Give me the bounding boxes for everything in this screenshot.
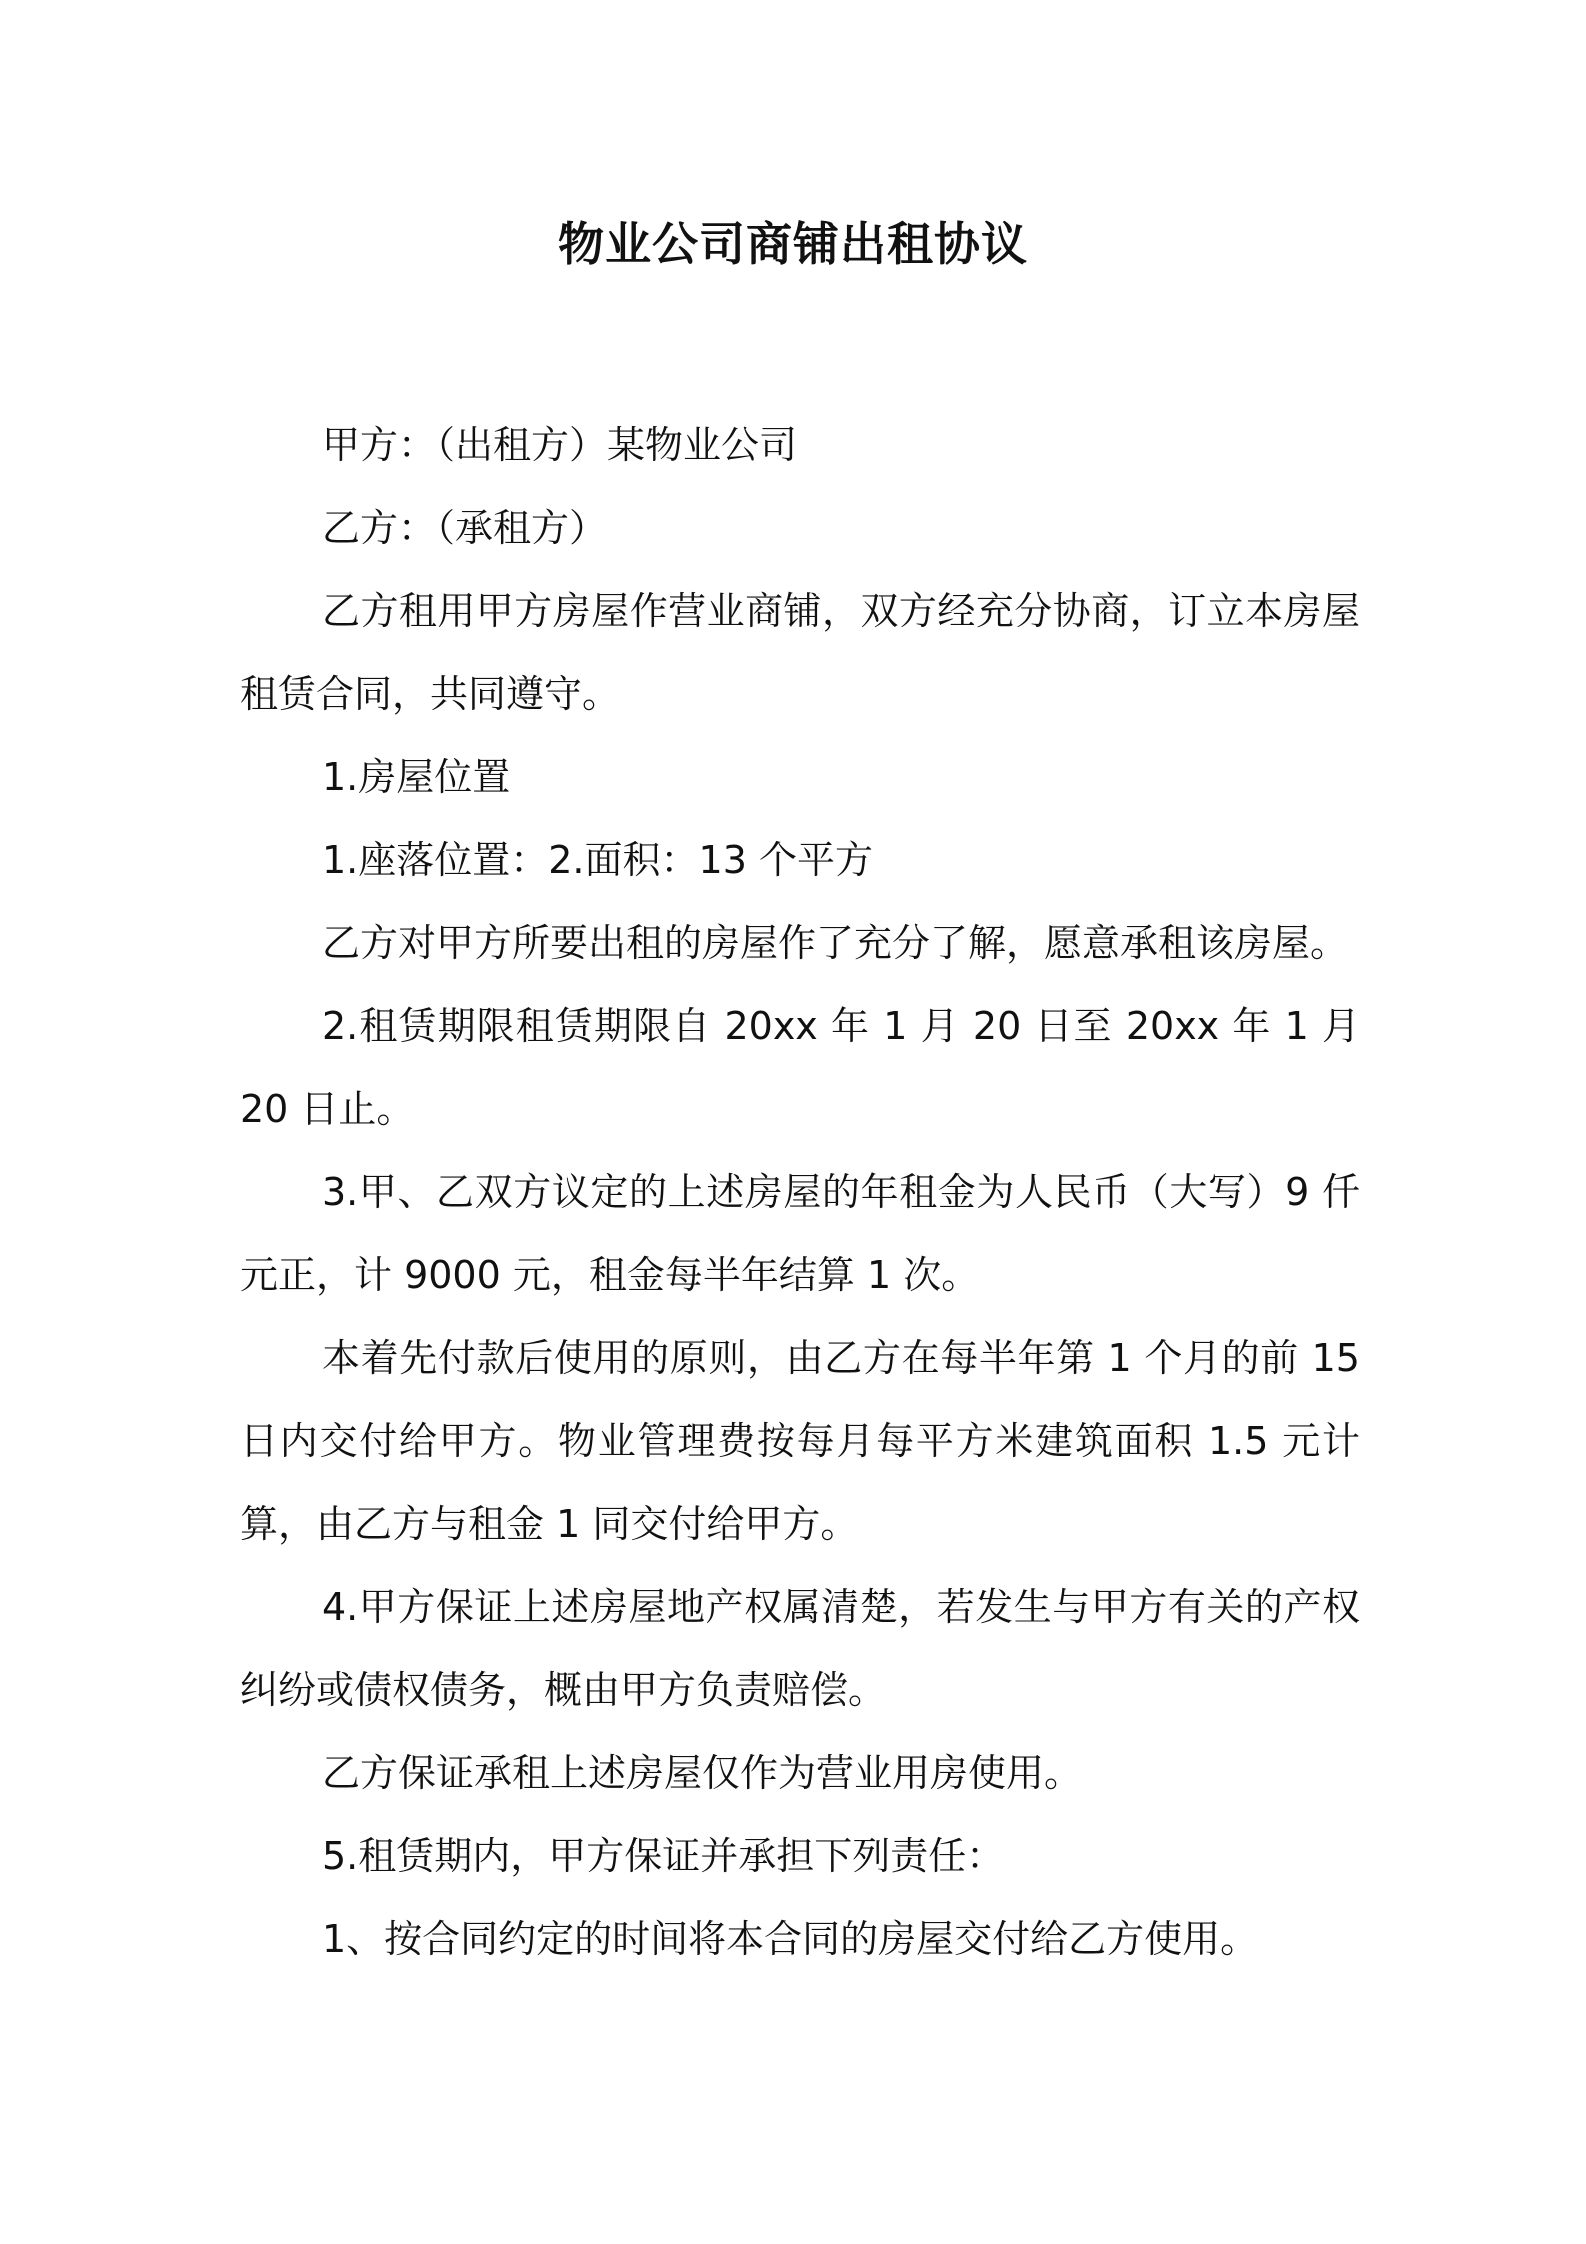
clause-5-item-1: 1、按合同约定的时间将本合同的房屋交付给乙方使用。 <box>322 1917 1259 1961</box>
clause-4-title-guarantee: 4.甲方保证上述房屋地产权属清楚，若发生与甲方有关的产权纠纷或债权债务，概由甲方负责赔偿。 <box>240 1585 1360 1712</box>
clause-4-usage: 乙方保证承租上述房屋仅作为营业用房使用。 <box>322 1751 1083 1795</box>
clause-1-heading: 1.房屋位置 <box>322 755 511 799</box>
party-b-line: 乙方：（承租方） <box>322 506 608 550</box>
document-body <box>240 404 1360 1981</box>
clause-3-payment-terms: 本着先付款后使用的原则，由乙方在每半年第 1 个月的前 15 日内交付给甲方。物业管理费按每月每平方米建筑面积 1.5 元计算，由乙方与租金 1 同交付给甲方。 <box>240 1336 1360 1546</box>
clause-2-lease-term: 2.租赁期限租赁期限自 20xx 年 1 月 20 日至 20xx 年 1 月 20 日止。 <box>240 1004 1360 1131</box>
preamble-paragraph: 乙方租用甲方房屋作营业商铺，双方经充分协商，订立本房屋租赁合同，共同遵守。 <box>240 589 1360 716</box>
document-title: 物业公司商铺出租协议 <box>558 217 1028 271</box>
clause-1-location-area: 1.座落位置：2.面积：13 个平方 <box>322 838 873 882</box>
clause-5-heading: 5.租赁期内，甲方保证并承担下列责任： <box>322 1834 1005 1878</box>
clause-3-rent: 3.甲、乙双方议定的上述房屋的年租金为人民币（大写）9 仟元正，计 9000 元，租金每半年结算 1 次。 <box>240 1170 1360 1297</box>
clause-1-acknowledgement: 乙方对甲方所要出租的房屋作了充分了解，愿意承租该房屋。 <box>322 921 1349 965</box>
party-a-line: 甲方：（出租方）某物业公司 <box>322 423 798 467</box>
